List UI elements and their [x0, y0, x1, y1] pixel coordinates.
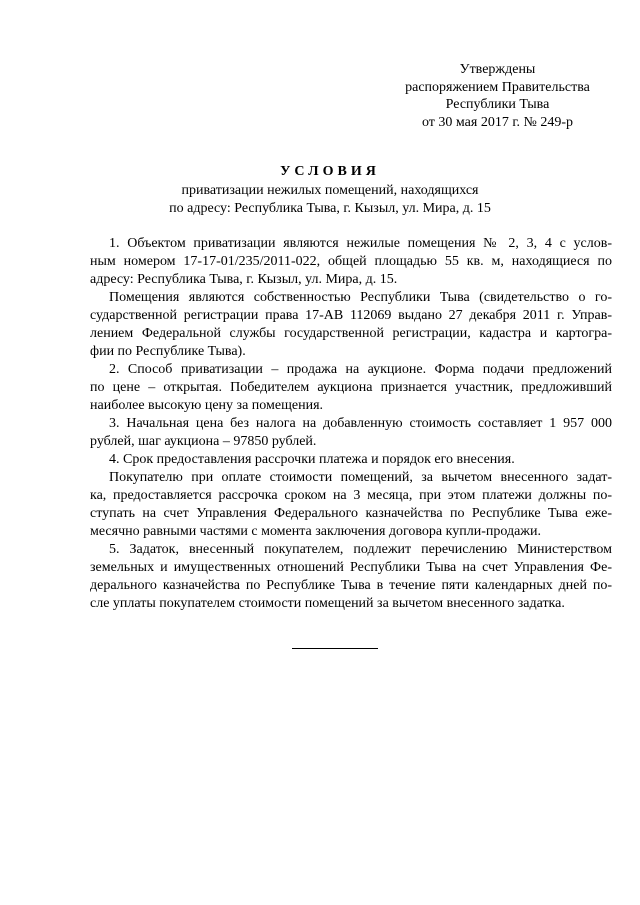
paragraph-line: ным номером 17-17-01/235/2011-022, общей площадью 55 кв. м, находящиеся по [90, 254, 612, 269]
paragraph-6 [90, 469, 612, 541]
paragraph-2 [90, 289, 612, 361]
paragraph-7 [90, 541, 612, 613]
document-title: УСЛОВИЯ [280, 164, 380, 179]
paragraph-line: 1. Объектом приватизации являются нежилые помещения № 2, 3, 4 с услов- [109, 236, 612, 251]
paragraph-line: Помещения являются собственностью Республики Тыва (свидетельство о го- [109, 290, 612, 305]
paragraph-line: фии по Республике Тыва). [90, 344, 246, 359]
paragraph-line: земельных и имущественных отношений Республики Тыва на счет Управления Фе- [90, 560, 612, 575]
closing-rule [292, 648, 378, 649]
paragraph-line: по цене – открытая. Победителем аукциона признается участник, предложивший [90, 380, 612, 395]
paragraph-line: рублей, шаг аукциона – 97850 рублей. [90, 434, 317, 449]
paragraph-line: сле уплаты покупателем стоимости помещений за вычетом внесенного задатка. [90, 596, 565, 611]
approval-line: от 30 мая 2017 г. № 249-р [421, 114, 574, 130]
approval-line: Республики Тыва [445, 97, 550, 112]
paragraph-3 [90, 361, 612, 415]
paragraph-line: Покупателю при оплате стоимости помещений, за вычетом внесенного задат- [109, 470, 612, 485]
paragraph-line: месячно равными частями с момента заключения договора купли-продажи. [90, 524, 541, 539]
paragraph-line: 5. Задаток, внесенный покупателем, подлежит перечислению Министерством [109, 542, 612, 557]
approval-block [380, 61, 615, 131]
paragraph-line: ступать на счет Управления Федерального казначейства по Республике Тыва ежe- [90, 506, 612, 521]
paragraph-line: ка, предоставляется рассрочка сроком на 3 месяца, при этом платежи должны по- [90, 488, 612, 503]
approval-line: Утверждены [459, 62, 536, 77]
subtitle-line: по адресу: Республика Тыва, г. Кызыл, ул. Мира, д. 15 [169, 201, 491, 216]
paragraph-line: дерального казначейства по Республике Тыва в течение пяти календарных дней по- [90, 578, 612, 593]
approval-line: распоряжением Правительства [405, 79, 590, 95]
paragraph-line: адресу: Республика Тыва, г. Кызыл, ул. Мира, д. 15. [90, 272, 398, 287]
paragraph-4 [90, 415, 612, 451]
paragraph-line: наиболее высокую цену за помещения. [90, 398, 324, 413]
paragraph-line: 4. Срок предоставления рассрочки платежа и порядок его внесения. [109, 452, 515, 467]
document-subtitle [0, 182, 640, 218]
paragraph-line: лением Федеральной службы государственной регистрации, кадастра и картогра- [90, 326, 612, 341]
paragraph-line: сударственной регистрации права 17-АВ 112069 выдано 27 декабря 2011 г. Управ- [90, 308, 612, 323]
paragraph-line: 3. Начальная цена без налога на добавленную стоимость составляет 1 957 000 [109, 416, 612, 431]
paragraph-line: 2. Способ приватизации – продажа на аукционе. Форма подачи предложений [109, 362, 612, 377]
paragraph-1 [90, 235, 612, 289]
subtitle-line: приватизации нежилых помещений, находящихся [181, 183, 479, 198]
paragraph-5 [90, 451, 612, 469]
document-body [90, 235, 612, 613]
